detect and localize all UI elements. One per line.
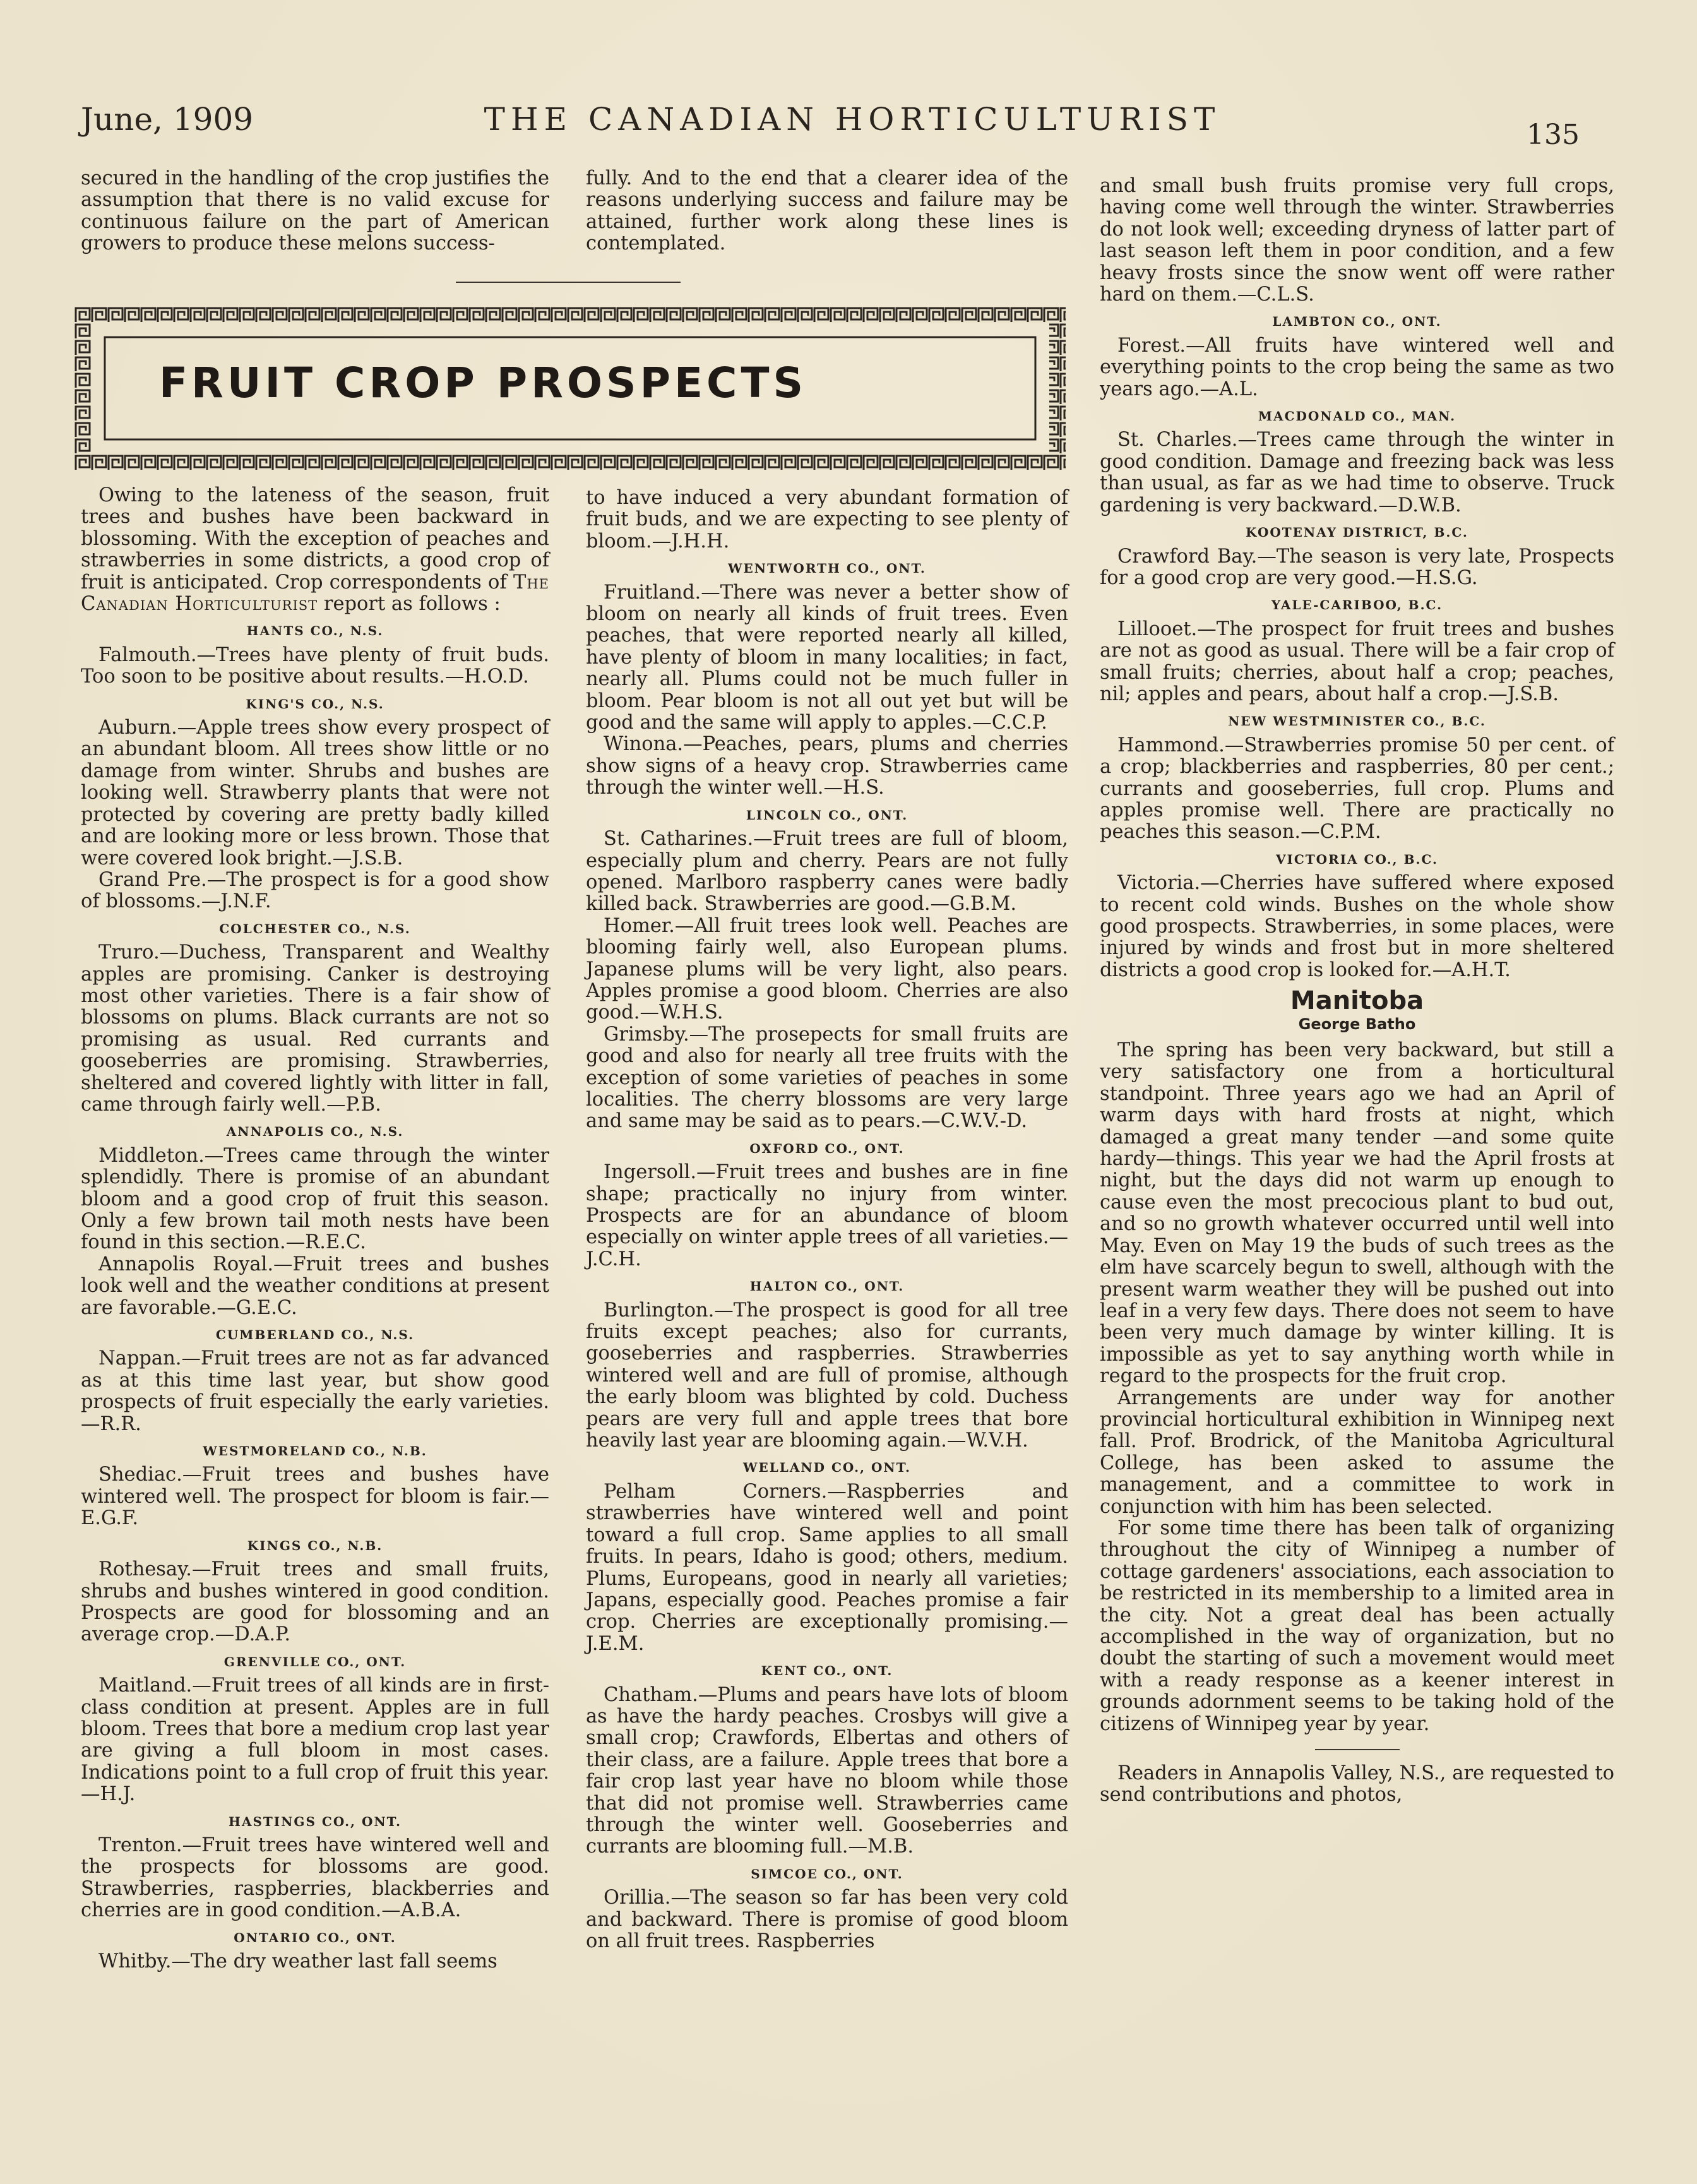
- report-paragraph: Orillia.—The season so far has been very cold and backward. There is promise of good bloom on all fruit trees. Raspberries: [586, 1887, 1068, 1952]
- report-paragraph: Auburn.—Apple trees show every prospect of an abundant bloom. All trees show little or no damage from winter. Shrubs and bushes are looking well. Strawberry plants that were not protected by covering are pretty badly killed and are looking more or less brown. Those that were covered look bright.—J.S.B.: [81, 717, 549, 869]
- manitoba-paragraph: Arrangements are under way for another provincial horticultural exhibition in Winnipeg next fall. Prof. Brodrick, of the Manitoba Agricultural College, has been asked to assume the management, and a committee to work in conjunction with him has been selected.: [1100, 1387, 1614, 1518]
- continued-text-col2: [586, 168, 1068, 255]
- report-paragraph: Burlington.—The prospect is good for all tree fruits except peaches; also for currants, gooseberries and raspberries. Strawberries wintered well and are full of promise, although the early bloom was blighted by cold. Duchess pears are very full and apple trees that bore heavily last year are blooming again.—W.V.H.: [586, 1299, 1068, 1452]
- place-heading: MACDONALD CO., MAN.: [1258, 409, 1456, 424]
- report-paragraph: Grand Pre.—The prospect is for a good show of blossoms.—J.N.F.: [81, 868, 549, 913]
- intro-text-after: report as follows :: [318, 593, 501, 616]
- place-heading: SIMCOE CO., ONT.: [751, 1866, 903, 1882]
- report-paragraph: St. Charles.—Trees came through the winter in good condition. Damage and freezing back was less than usual, as far as we had time to observe. Truck gardening is very backward.—D.W.B.: [1100, 429, 1614, 516]
- report-paragraph: Forest.—All fruits have wintered well and everything points to the crop being the same as two years ago.—A.L.: [1100, 334, 1614, 400]
- place-heading: GRENVILLE CO., ONT.: [223, 1654, 407, 1669]
- publication-title: THE CANADIAN HORTICULTURIST: [484, 101, 1221, 138]
- place-heading: WENTWORTH CO., ONT.: [728, 561, 926, 576]
- report-paragraph: and small bush fruits promise very full crops, having come well through the winter. Strawberries do not look well; exceeding dryness of latter part of last season left them in poor condition, and a few heavy frosts since the snow went off were rather hard on them.—C.L.S.: [1100, 175, 1614, 306]
- report-paragraph: Hammond.—Strawberries promise 50 per cent. of a crop; blackberries and raspberries, 80 per cent.; currants and gooseberries, full crop. Plums and apples promise well. There are practically no peaches this season.—C.P.M.: [1100, 734, 1614, 844]
- report-paragraph: Truro.—Duchess, Transparent and Wealthy apples are promising. Canker is destroying most other varieties. There is a fair show of blossoms on plums. Black currants are not so promising as usual. Red currants and gooseberries are promising. Strawberries, sheltered and covered lightly with litter in fall, came through fairly well.—P.B.: [81, 941, 549, 1116]
- place-heading: WELLAND CO., ONT.: [743, 1460, 911, 1476]
- report-paragraph: to have induced a very abundant formation of fruit buds, and we are expecting to see plenty of bloom.—J.H.H.: [586, 487, 1068, 552]
- report-column-3: [1100, 176, 1614, 1806]
- article-title: FRUIT CROP PROSPECTS: [158, 359, 807, 407]
- continued-paragraph: fully. And to the end that a clearer idea of the reasons underlying success and failure may be attained, further work along these lines is contemplated.: [586, 167, 1068, 255]
- report-paragraph: Grimsby.—The prosepects for small fruits are good and also for nearly all tree fruits with the exception of some varieties of peaches in some localities. The cherry blossoms are very large and same may be said as to pears.—C.W.V.-D.: [586, 1023, 1068, 1133]
- report-column-1: [81, 485, 549, 1972]
- manitoba-paragraph: For some time there has been talk of organizing throughout the city of Winnipeg a number of cottage gardeners' associations, each association to be restricted in its membership to a limited area in the city. Not a great deal has been actually accomplished in the way of organization, but no doubt the starting of such a movement would meet with a ready response as a keener interest in grounds adornment seems to be taking hold of the citizens of Winnipeg year by year.: [1100, 1517, 1614, 1735]
- place-heading: ONTARIO CO., ONT.: [234, 1930, 396, 1945]
- closing-divider: [1315, 1749, 1400, 1750]
- closing-paragraph: Readers in Annapolis Valley, N.S., are requested to send contributions and photos,: [1100, 1762, 1614, 1806]
- page-number: 135: [1527, 119, 1580, 151]
- continued-text-col1: [81, 168, 549, 255]
- report-paragraph: Whitby.—The dry weather last fall seems: [98, 1950, 497, 1972]
- report-paragraph: Pelham Corners.—Raspberries and strawberries have wintered well and point toward a full crop. Same applies to all small fruits. In pears, Idaho is good; others, medium. Plums, Europeans, good in nearly all varieties; Japans, especially good. Peaches promise a fair crop. Cherries are exceptionally promising.—J.E.M.: [586, 1480, 1068, 1655]
- report-column-2: [586, 487, 1068, 1952]
- place-heading: KENT CO., ONT.: [761, 1663, 893, 1679]
- place-heading: LAMBTON CO., ONT.: [1272, 314, 1442, 330]
- place-heading: ANNAPOLIS CO., N.S.: [226, 1124, 404, 1140]
- issue-date: June, 1909: [81, 101, 254, 138]
- report-paragraph: Maitland.—Fruit trees of all kinds are in first-class condition at present. Apples are in full bloom. Trees that bore a medium crop last year are giving a full bloom in most cases. Indications point to a full crop of fruit this year.—H.J.: [81, 1674, 549, 1806]
- place-heading: OXFORD CO., ONT.: [749, 1140, 905, 1156]
- place-heading: KOOTENAY DISTRICT, B.C.: [1246, 525, 1468, 540]
- manitoba-byline: George Batho: [1298, 1015, 1416, 1033]
- place-heading: KINGS CO., N.B.: [247, 1537, 383, 1553]
- report-paragraph: Winona.—Peaches, pears, plums and cherries show signs of a heavy crop. Strawberries came through the winter well.—H.S.: [586, 733, 1068, 799]
- place-heading: CUMBERLAND CO., N.S.: [215, 1327, 415, 1343]
- place-heading: NEW WESTMINISTER CO., B.C.: [1228, 713, 1486, 729]
- place-heading: HASTINGS CO., ONT.: [229, 1813, 402, 1829]
- report-paragraph: Middleton.—Trees came through the winter splendidly. There is promise of an abundant bloom and a good crop of fruit this season. Only a few brown tail moth nests have been found in this section.—R.E.C.: [81, 1144, 549, 1254]
- intro-text-before: Owing to the lateness of the season, fruit trees and bushes have been backward in blossoming. With the exception of peaches and strawberries in some districts, a good crop of fruit is anticipated. Crop correspondents of: [81, 484, 549, 594]
- report-paragraph: Chatham.—Plums and pears have lots of bloom as have the hardy peaches. Crosbys will give a small crop; Crawfords, Elbertas and others of their class, are a failure. Apple trees that bore a fair crop last year have no bloom while those that did not promise well. Strawberries came through the winter well. Gooseberries and currants are blooming full.—M.B.: [586, 1683, 1068, 1858]
- section-divider: [456, 282, 681, 283]
- report-paragraph: Falmouth.—Trees have plenty of fruit buds. Too soon to be positive about results.—H.O.D.: [81, 643, 549, 688]
- intro-paragraph: [81, 485, 549, 615]
- continued-paragraph: secured in the handling of the crop justifies the assumption that there is no valid excuse for continuous failure on the part of American growers to produce these melons success-: [81, 167, 549, 255]
- report-paragraph: Fruitland.—There was never a better show of bloom on nearly all kinds of fruit trees. Even peaches, that were reported nearly all killed, have plenty of bloom in many localities; in fact, nearly all. Plums could not be much fuller in bloom. Pear bloom is not all out yet but will be good and the same will apply to apples.—C.C.P.: [586, 581, 1068, 734]
- report-paragraph: Victoria.—Cherries have suffered where exposed to recent cold winds. Bushes on the whole show good prospects. Strawberries, in some places, were injured by winds and frost but in more sheltered districts a good crop is looked for.—A.H.T.: [1100, 872, 1614, 981]
- report-paragraph: Homer.—All fruit trees look well. Peaches are blooming fairly well, also European plums. Japanese plums will be very light, also pears. Apples promise a good bloom. Cherries are also good.—W.H.S.: [586, 914, 1068, 1024]
- place-heading: YALE-CARIBOO, B.C.: [1271, 597, 1443, 613]
- place-heading: LINCOLN CO., ONT.: [746, 807, 908, 823]
- manitoba-paragraph: The spring has been very backward, but still a very satisfactory one from a horticultural standpoint. Three years ago we had an April of warm days with hard frosts at night, which damaged a great many tender —and some quite hardy—things. This year we had the April frosts at night, but the days did not warm up enough to cause even the most precocious plant to bud out, and so no growth whatever occurred until well into May. Even on May 19 the buds of such trees as the elm have scarcely begun to swell, although with the present warm weather they will be pushed out into leaf in a very few days. There does not seem to have been very much damage by winter killing. It is impossible as yet to say anything worth while in regard to the prospects for the fruit crop.: [1100, 1039, 1614, 1388]
- place-heading: HALTON CO., ONT.: [749, 1279, 905, 1294]
- report-paragraph: Trenton.—Fruit trees have wintered well and the prospects for blossoms are good. Strawberries, raspberries, blackberries and cherries are in good condition.—A.B.A.: [81, 1834, 549, 1922]
- report-paragraph: Ingersoll.—Fruit trees and bushes are in fine shape; practically no injury from winter. Prospects are for an abundance of bloom especially on winter apple trees of all varieties.—J.C.H.: [586, 1161, 1068, 1270]
- report-paragraph: Crawford Bay.—The season is very late, Prospects for a good crop are very good.—H.S.G.: [1100, 545, 1614, 589]
- place-heading: COLCHESTER CO., N.S.: [219, 921, 411, 936]
- report-paragraph: Shediac.—Fruit trees and bushes have wintered well. The prospect for bloom is fair.—E.G.F.: [81, 1464, 549, 1530]
- manitoba-heading: Manitoba: [1290, 986, 1424, 1016]
- report-paragraph: St. Catharines.—Fruit trees are full of bloom, especially plum and cherry. Pears are not fully opened. Marlboro raspberry canes were badly killed back. Strawberries are good.—G.B.M.: [586, 828, 1068, 916]
- place-heading: KING'S CO., N.S.: [246, 696, 384, 712]
- publication-name: The Canadian Horticulturist: [81, 571, 549, 616]
- place-heading: WESTMORELAND CO., N.B.: [203, 1443, 427, 1459]
- report-paragraph: Rothesay.—Fruit trees and small fruits, shrubs and bushes wintered in good condition. Prospects are good for blossoming and an average crop.—D.A.P.: [81, 1558, 549, 1646]
- report-paragraph: Lillooet.—The prospect for fruit trees and bushes are not as good as usual. There will be a fair crop of small fruits; cherries, about half a crop; peaches, nil; apples and pears, about half a crop.—J.S.B.: [1100, 618, 1614, 705]
- place-heading: VICTORIA CO., B.C.: [1275, 851, 1438, 867]
- report-paragraph: Annapolis Royal.—Fruit trees and bushes look well and the weather conditions at present are favorable.—G.E.C.: [81, 1253, 549, 1319]
- report-paragraph: Nappan.—Fruit trees are not as far advanced as at this time last year, but show good prospects of fruit especially the early varieties.—R.R.: [81, 1347, 549, 1435]
- place-heading: HANTS CO., N.S.: [246, 623, 384, 639]
- column-gutter: [567, 484, 568, 2113]
